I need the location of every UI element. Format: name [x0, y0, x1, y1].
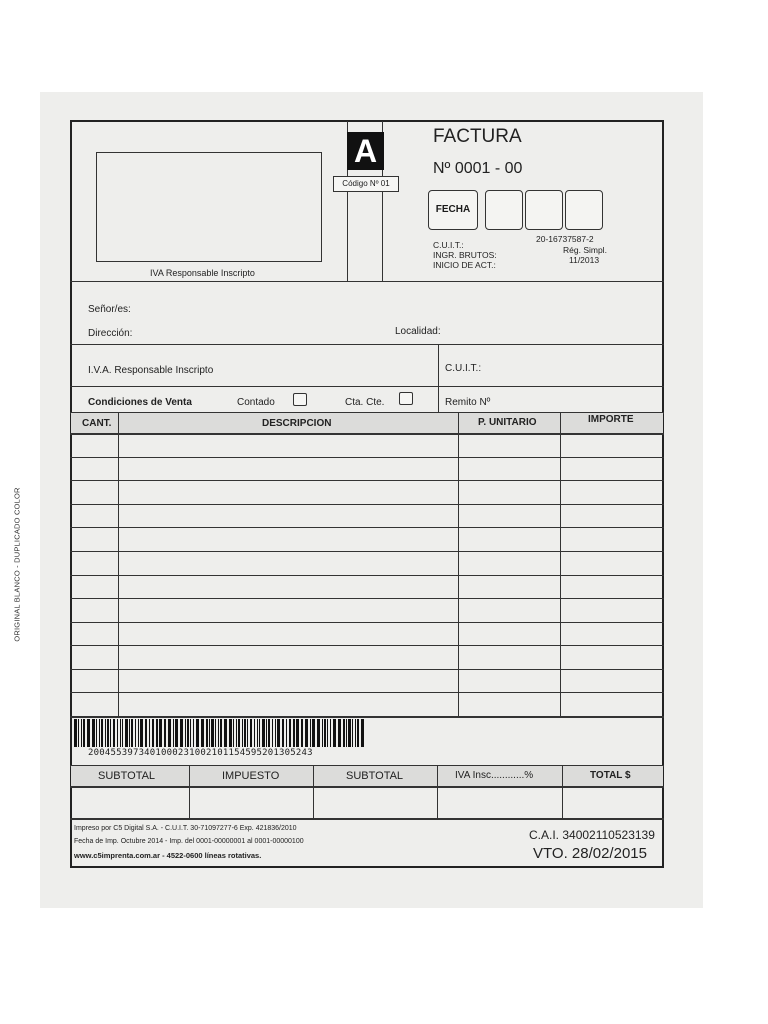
barcode-bar	[238, 719, 240, 747]
date-year-box[interactable]	[565, 190, 603, 230]
barcode-bar	[233, 719, 234, 747]
client-divider-1	[70, 344, 664, 345]
barcode-bar	[244, 719, 246, 747]
logo-caption: IVA Responsable Inscripto	[150, 268, 255, 278]
barcode-bar	[110, 719, 111, 747]
col-header-descripcion: DESCRIPCION	[262, 418, 332, 429]
barcode-bar	[352, 719, 353, 747]
barcode-bar	[327, 719, 328, 747]
barcode-bar	[257, 719, 258, 747]
barcode-bar	[348, 719, 351, 747]
barcode-bar	[322, 719, 323, 747]
contado-label: Contado	[237, 397, 275, 408]
barcode-bars	[74, 719, 366, 747]
table-row-line	[70, 457, 664, 458]
col-header-cant: CANT.	[82, 418, 112, 429]
table-row-line	[70, 669, 664, 670]
barcode-bar	[317, 719, 320, 747]
totals-bottom-border	[70, 818, 664, 820]
barcode-bar	[224, 719, 227, 747]
date-label-box	[428, 190, 478, 230]
barcode-bar	[140, 719, 143, 747]
fiscal-value-cuit: 20-16737587-2	[536, 234, 594, 244]
table-row-line	[70, 622, 664, 623]
barcode-bar	[81, 719, 82, 747]
totals-header-impuesto: IMPUESTO	[222, 770, 280, 782]
col-divider-3	[560, 412, 561, 716]
barcode-bar	[196, 719, 199, 747]
printer-line-2: Fecha de Imp. Octubre 2014 - Imp. del 0001-00000001 al 0001-00000100	[74, 838, 304, 845]
barcode-bar	[107, 719, 109, 747]
barcode-bar	[346, 719, 347, 747]
barcode-bar	[149, 719, 150, 747]
barcode-bar	[286, 719, 287, 747]
fiscal-label-iibb: INGR. BRUTOS:	[433, 250, 497, 260]
barcode-bar	[125, 719, 128, 747]
barcode-bar	[338, 719, 341, 747]
barcode-bar	[296, 719, 299, 747]
table-row-line	[70, 598, 664, 599]
barcode-bar	[122, 719, 123, 747]
col-divider-1	[118, 412, 119, 716]
invoice-title: FACTURA	[433, 126, 522, 147]
barcode-bar	[113, 719, 115, 747]
table-row-line	[70, 527, 664, 528]
table-row-line	[70, 480, 664, 481]
condiciones-label: Condiciones de Venta	[88, 397, 192, 408]
table-row-line	[70, 575, 664, 576]
barcode-bar	[145, 719, 147, 747]
totals-header-iva: IVA Insc............%	[455, 770, 534, 781]
barcode-bar	[247, 719, 248, 747]
barcode-bar	[180, 719, 183, 747]
barcode-bar	[74, 719, 77, 747]
printer-line-3: www.c5imprenta.com.ar - 4522-0600 líneas rotativas.	[74, 851, 262, 860]
table-row-line	[70, 504, 664, 505]
barcode-bar	[268, 719, 270, 747]
ctacte-checkbox[interactable]	[399, 392, 413, 405]
barcode-bar	[266, 719, 267, 747]
totals-header-total: TOTAL $	[590, 770, 631, 781]
barcode-bar	[333, 719, 336, 747]
iva-label: I.V.A. Responsable Inscripto	[88, 365, 214, 376]
barcode	[74, 719, 366, 747]
barcode-bar	[250, 719, 252, 747]
barcode-bar	[277, 719, 280, 747]
table-bottom-border	[70, 716, 664, 718]
barcode-bar	[152, 719, 154, 747]
localidad-label: Localidad:	[395, 326, 441, 337]
barcode-bar	[254, 719, 255, 747]
client-cuit-label: C.U.I.T.:	[445, 363, 482, 374]
totals-divider-4	[562, 765, 563, 818]
barcode-bar	[215, 719, 216, 747]
fiscal-value-iibb: Rég. Simpl.	[563, 245, 607, 255]
invoice-number: Nº 0001 - 00	[433, 160, 523, 177]
barcode-bar	[289, 719, 291, 747]
barcode-bar	[305, 719, 308, 747]
code-label: Código Nº 01	[342, 179, 390, 188]
barcode-bar	[138, 719, 139, 747]
barcode-bar	[175, 719, 178, 747]
barcode-bar	[330, 719, 331, 747]
barcode-bar	[209, 719, 210, 747]
table-header-bottom	[70, 433, 664, 435]
client-divider-2	[70, 386, 664, 387]
barcode-bar	[193, 719, 194, 747]
code-box	[333, 176, 399, 192]
barcode-bar	[78, 719, 79, 747]
cai-number: C.A.I. 34002110523139	[529, 828, 655, 842]
table-row-line	[70, 692, 664, 693]
totals-header-bottom	[70, 786, 664, 788]
date-label: FECHA	[435, 204, 471, 215]
col-header-unitario: P. UNITARIO	[478, 417, 537, 428]
col-divider-2	[458, 412, 459, 716]
barcode-bar	[187, 719, 189, 747]
barcode-number: 20045539734010002310021011545952013052​43	[88, 748, 313, 758]
barcode-bar	[324, 719, 326, 747]
totals-divider-3	[437, 765, 438, 818]
barcode-bar	[129, 719, 130, 747]
barcode-bar	[310, 719, 311, 747]
barcode-bar	[343, 719, 345, 747]
barcode-bar	[242, 719, 243, 747]
totals-header-subtotal-2: SUBTOTAL	[346, 770, 404, 782]
barcode-bar	[173, 719, 174, 747]
barcode-bar	[120, 719, 121, 747]
date-month-box[interactable]	[525, 190, 563, 230]
ctacte-label: Cta. Cte.	[345, 397, 385, 408]
barcode-bar	[301, 719, 303, 747]
col-header-importe: IMPORTE	[588, 414, 634, 425]
barcode-bar	[96, 719, 97, 747]
barcode-bar	[117, 719, 118, 747]
table-header-band	[71, 413, 663, 433]
barcode-bar	[159, 719, 162, 747]
date-day-box[interactable]	[485, 190, 523, 230]
barcode-bar	[229, 719, 232, 747]
fiscal-label-cuit: C.U.I.T.:	[433, 240, 464, 250]
copy-note: ORIGINAL BLANCO - DUPLICADO COLOR	[12, 487, 22, 642]
barcode-bar	[131, 719, 133, 747]
barcode-bar	[206, 719, 208, 747]
barcode-bar	[361, 719, 364, 747]
totals-divider-1	[189, 765, 190, 818]
barcode-bar	[156, 719, 158, 747]
barcode-bar	[262, 719, 265, 747]
direccion-label: Dirección:	[88, 328, 133, 339]
cuit-column-divider	[438, 344, 439, 412]
barcode-bar	[236, 719, 237, 747]
barcode-bar	[101, 719, 103, 747]
barcode-bar	[168, 719, 171, 747]
barcode-bar	[312, 719, 315, 747]
invoice-letter: A	[353, 133, 378, 169]
totals-header-subtotal-1: SUBTOTAL	[98, 770, 156, 782]
barcode-bar	[164, 719, 166, 747]
contado-checkbox[interactable]	[293, 393, 307, 406]
barcode-bar	[201, 719, 204, 747]
table-row-line	[70, 551, 664, 552]
barcode-bar	[135, 719, 136, 747]
barcode-bar	[99, 719, 100, 747]
header-divider	[70, 281, 664, 282]
printer-line-1: Impreso por C5 Digital S.A. - C.U.I.T. 30-71097277-6 Exp. 421836/2010	[74, 825, 297, 832]
barcode-bar	[293, 719, 295, 747]
letter-box	[347, 132, 384, 170]
barcode-bar	[87, 719, 90, 747]
barcode-bar	[259, 719, 260, 747]
barcode-bar	[218, 719, 219, 747]
barcode-bar	[357, 719, 359, 747]
barcode-bar	[211, 719, 214, 747]
logo-box	[96, 152, 322, 262]
totals-divider-2	[313, 765, 314, 818]
fiscal-value-inicio: 11/2013	[569, 255, 600, 265]
barcode-bar	[272, 719, 273, 747]
vto-date: VTO. 28/02/2015	[533, 845, 647, 862]
barcode-bar	[275, 719, 276, 747]
barcode-bar	[355, 719, 356, 747]
barcode-bar	[282, 719, 284, 747]
table-row-line	[70, 645, 664, 646]
senores-label: Señor/es:	[88, 304, 131, 315]
barcode-bar	[220, 719, 222, 747]
barcode-bar	[185, 719, 186, 747]
barcode-bar	[92, 719, 95, 747]
barcode-bar	[83, 719, 85, 747]
remito-label: Remito Nº	[445, 397, 491, 408]
barcode-bar	[105, 719, 106, 747]
fiscal-label-inicio: INICIO DE ACT.:	[433, 260, 496, 270]
barcode-bar	[190, 719, 191, 747]
